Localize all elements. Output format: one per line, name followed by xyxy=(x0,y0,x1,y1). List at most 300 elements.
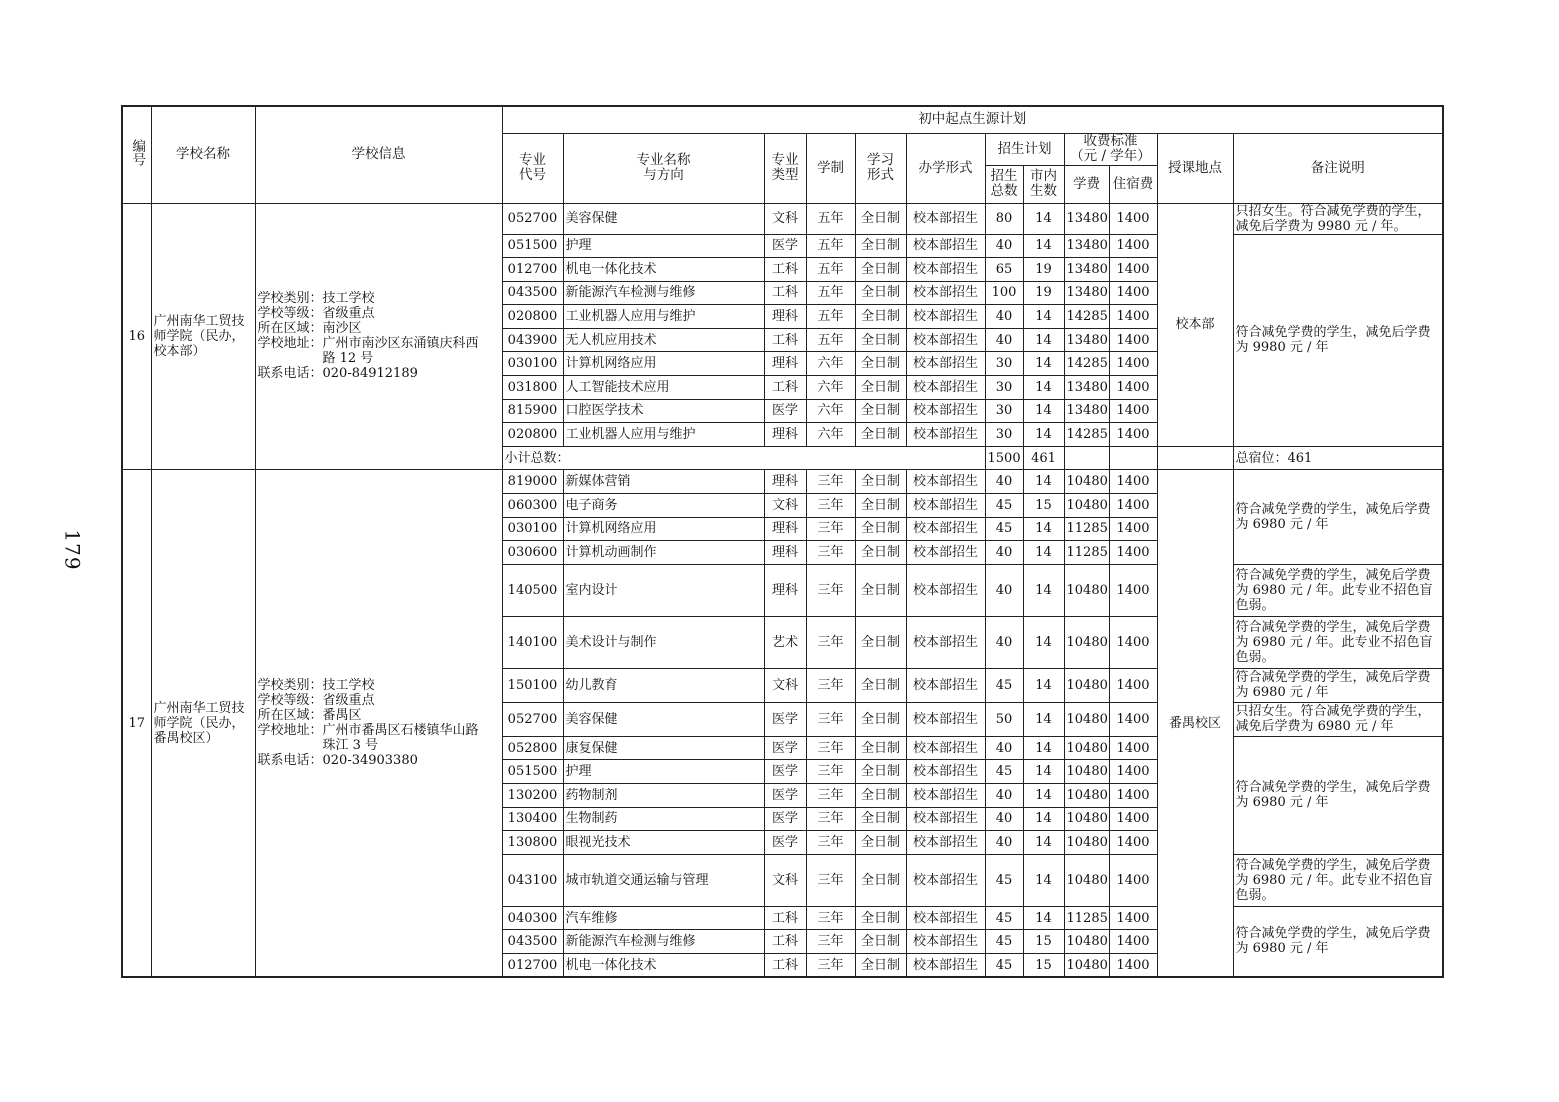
study-form: 全日制 xyxy=(855,953,906,977)
duration: 三年 xyxy=(806,854,855,906)
tuition: 10480 xyxy=(1064,831,1109,855)
enroll-total: 40 xyxy=(985,784,1023,808)
study-form: 全日制 xyxy=(855,234,906,258)
header-study-form: 学习 形式 xyxy=(855,133,906,203)
school-form: 校本部招生 xyxy=(906,854,985,906)
header-tuition: 学费 xyxy=(1064,165,1109,203)
duration: 五年 xyxy=(806,258,855,282)
study-form: 全日制 xyxy=(855,399,906,423)
tuition: 13480 xyxy=(1064,258,1109,282)
major-type: 理科 xyxy=(764,305,806,329)
remark: 只招女生。符合减免学费的学生，减免后学费为 6980 元 / 年 xyxy=(1233,702,1443,736)
major-type: 理科 xyxy=(764,517,806,541)
tuition: 14285 xyxy=(1064,305,1109,329)
major-name: 机电一体化技术 xyxy=(563,953,764,977)
enroll-local: 14 xyxy=(1023,423,1064,447)
study-form: 全日制 xyxy=(855,702,906,736)
major-name: 护理 xyxy=(563,760,764,784)
school-info: 学校类别：技工学校 学校等级：省级重点 所在区域：南沙区 学校地址：广州市南沙区东涌镇庆科西 路 12 号 联系电话：020-84912189 xyxy=(255,203,502,470)
dorm-fee: 1400 xyxy=(1109,668,1157,702)
school-form: 校本部招生 xyxy=(906,399,985,423)
study-form: 全日制 xyxy=(855,854,906,906)
school-form: 校本部招生 xyxy=(906,281,985,305)
tuition: 13480 xyxy=(1064,376,1109,400)
dorm-fee: 1400 xyxy=(1109,736,1157,760)
header-major-name: 专业名称 与方向 xyxy=(563,133,764,203)
subtotal-location xyxy=(1157,446,1233,470)
major-type: 艺术 xyxy=(764,616,806,668)
school-form: 校本部招生 xyxy=(906,470,985,494)
duration: 五年 xyxy=(806,203,855,234)
tuition: 10480 xyxy=(1064,760,1109,784)
enroll-local: 14 xyxy=(1023,541,1064,565)
duration: 三年 xyxy=(806,517,855,541)
study-form: 全日制 xyxy=(855,517,906,541)
subtotal-enroll-total: 1500 xyxy=(985,446,1023,470)
enroll-total: 30 xyxy=(985,399,1023,423)
major-name: 美术设计与制作 xyxy=(563,616,764,668)
duration: 三年 xyxy=(806,564,855,616)
duration: 三年 xyxy=(806,668,855,702)
major-code: 130400 xyxy=(502,807,563,831)
major-type: 医学 xyxy=(764,399,806,423)
enroll-total: 40 xyxy=(985,541,1023,565)
dorm-fee: 1400 xyxy=(1109,760,1157,784)
school-form: 校本部招生 xyxy=(906,352,985,376)
school-form: 校本部招生 xyxy=(906,807,985,831)
major-type: 工科 xyxy=(764,953,806,977)
major-type: 工科 xyxy=(764,906,806,930)
enroll-total: 45 xyxy=(985,760,1023,784)
major-type: 工科 xyxy=(764,930,806,954)
subtotal-tuition xyxy=(1064,446,1109,470)
major-type: 工科 xyxy=(764,281,806,305)
major-name: 城市轨道交通运输与管理 xyxy=(563,854,764,906)
table-body xyxy=(122,203,1443,977)
school-form: 校本部招生 xyxy=(906,564,985,616)
major-code: 140100 xyxy=(502,616,563,668)
major-name: 室内设计 xyxy=(563,564,764,616)
header-enroll-total: 招生 总数 xyxy=(985,165,1023,203)
dorm-fee: 1400 xyxy=(1109,258,1157,282)
table-row xyxy=(122,470,1443,494)
study-form: 全日制 xyxy=(855,541,906,565)
major-code: 150100 xyxy=(502,668,563,702)
major-type: 理科 xyxy=(764,470,806,494)
major-code: 130200 xyxy=(502,784,563,808)
enroll-total: 45 xyxy=(985,930,1023,954)
enroll-local: 14 xyxy=(1023,702,1064,736)
duration: 三年 xyxy=(806,702,855,736)
school-form: 校本部招生 xyxy=(906,517,985,541)
dorm-fee: 1400 xyxy=(1109,305,1157,329)
major-code: 031800 xyxy=(502,376,563,400)
duration: 六年 xyxy=(806,376,855,400)
study-form: 全日制 xyxy=(855,564,906,616)
major-name: 生物制药 xyxy=(563,807,764,831)
major-type: 理科 xyxy=(764,352,806,376)
enroll-total: 40 xyxy=(985,234,1023,258)
tuition: 13480 xyxy=(1064,203,1109,234)
dorm-fee: 1400 xyxy=(1109,854,1157,906)
duration: 六年 xyxy=(806,423,855,447)
major-name: 药物制剂 xyxy=(563,784,764,808)
enroll-total: 45 xyxy=(985,517,1023,541)
study-form: 全日制 xyxy=(855,784,906,808)
duration: 三年 xyxy=(806,616,855,668)
dorm-fee: 1400 xyxy=(1109,281,1157,305)
enroll-local: 14 xyxy=(1023,399,1064,423)
school-form: 校本部招生 xyxy=(906,668,985,702)
duration: 五年 xyxy=(806,234,855,258)
major-code: 040300 xyxy=(502,906,563,930)
study-form: 全日制 xyxy=(855,328,906,352)
enroll-total: 45 xyxy=(985,668,1023,702)
major-name: 计算机网络应用 xyxy=(563,352,764,376)
tuition: 14285 xyxy=(1064,352,1109,376)
tuition: 10480 xyxy=(1064,854,1109,906)
enroll-total: 40 xyxy=(985,831,1023,855)
major-name: 汽车维修 xyxy=(563,906,764,930)
tuition: 10480 xyxy=(1064,807,1109,831)
major-type: 理科 xyxy=(764,423,806,447)
header-location: 授课地点 xyxy=(1157,133,1233,203)
enroll-local: 14 xyxy=(1023,352,1064,376)
major-type: 医学 xyxy=(764,807,806,831)
duration: 三年 xyxy=(806,906,855,930)
enroll-local: 19 xyxy=(1023,281,1064,305)
enroll-local: 14 xyxy=(1023,668,1064,702)
study-form: 全日制 xyxy=(855,281,906,305)
major-code: 043100 xyxy=(502,854,563,906)
tuition: 10480 xyxy=(1064,564,1109,616)
remark: 只招女生。符合减免学费的学生，减免后学费为 9980 元 / 年。 xyxy=(1233,203,1443,234)
tuition: 10480 xyxy=(1064,470,1109,494)
enroll-local: 15 xyxy=(1023,930,1064,954)
school-form: 校本部招生 xyxy=(906,736,985,760)
major-type: 医学 xyxy=(764,702,806,736)
teaching-location: 番禺校区 xyxy=(1157,470,1233,977)
header-school-form: 办学形式 xyxy=(906,133,985,203)
enroll-total: 30 xyxy=(985,376,1023,400)
enroll-total: 40 xyxy=(985,564,1023,616)
enroll-local: 14 xyxy=(1023,305,1064,329)
enroll-total: 30 xyxy=(985,423,1023,447)
enroll-local: 14 xyxy=(1023,807,1064,831)
major-name: 新媒体营销 xyxy=(563,470,764,494)
major-name: 美容保健 xyxy=(563,203,764,234)
school-form: 校本部招生 xyxy=(906,234,985,258)
enroll-total: 40 xyxy=(985,736,1023,760)
tuition: 13480 xyxy=(1064,281,1109,305)
duration: 三年 xyxy=(806,831,855,855)
enroll-local: 14 xyxy=(1023,760,1064,784)
subtotal-remark: 总宿位：461 xyxy=(1233,446,1443,470)
enroll-local: 14 xyxy=(1023,234,1064,258)
major-name: 工业机器人应用与维护 xyxy=(563,423,764,447)
enroll-total: 65 xyxy=(985,258,1023,282)
tuition: 10480 xyxy=(1064,494,1109,518)
study-form: 全日制 xyxy=(855,352,906,376)
study-form: 全日制 xyxy=(855,305,906,329)
study-form: 全日制 xyxy=(855,203,906,234)
dorm-fee: 1400 xyxy=(1109,953,1157,977)
dorm-fee: 1400 xyxy=(1109,470,1157,494)
dorm-fee: 1400 xyxy=(1109,702,1157,736)
major-name: 康复保健 xyxy=(563,736,764,760)
major-code: 130800 xyxy=(502,831,563,855)
major-type: 医学 xyxy=(764,784,806,808)
remark: 符合减免学费的学生，减免后学费为 6980 元 / 年 xyxy=(1233,470,1443,564)
major-name: 口腔医学技术 xyxy=(563,399,764,423)
school-form: 校本部招生 xyxy=(906,616,985,668)
tuition: 11285 xyxy=(1064,906,1109,930)
enroll-local: 14 xyxy=(1023,203,1064,234)
dorm-fee: 1400 xyxy=(1109,376,1157,400)
school-form: 校本部招生 xyxy=(906,906,985,930)
tuition: 13480 xyxy=(1064,399,1109,423)
enroll-local: 14 xyxy=(1023,784,1064,808)
enroll-local: 14 xyxy=(1023,328,1064,352)
tuition: 10480 xyxy=(1064,616,1109,668)
school-form: 校本部招生 xyxy=(906,760,985,784)
duration: 六年 xyxy=(806,352,855,376)
school-form: 校本部招生 xyxy=(906,541,985,565)
school-no: 16 xyxy=(122,203,151,470)
school-info: 学校类别：技工学校 学校等级：省级重点 所在区域：番禺区 学校地址：广州市番禺区石楼镇华山路 珠江 3 号 联系电话：020-34903380 xyxy=(255,470,502,977)
study-form: 全日制 xyxy=(855,470,906,494)
study-form: 全日制 xyxy=(855,616,906,668)
study-form: 全日制 xyxy=(855,906,906,930)
enroll-local: 14 xyxy=(1023,854,1064,906)
major-name: 计算机动画制作 xyxy=(563,541,764,565)
enroll-total: 40 xyxy=(985,470,1023,494)
dorm-fee: 1400 xyxy=(1109,423,1157,447)
enroll-local: 19 xyxy=(1023,258,1064,282)
enroll-local: 14 xyxy=(1023,736,1064,760)
major-type: 理科 xyxy=(764,564,806,616)
school-form: 校本部招生 xyxy=(906,702,985,736)
tuition: 11285 xyxy=(1064,541,1109,565)
teaching-location: 校本部 xyxy=(1157,203,1233,446)
major-code: 815900 xyxy=(502,399,563,423)
major-code: 020800 xyxy=(502,305,563,329)
study-form: 全日制 xyxy=(855,831,906,855)
tuition: 10480 xyxy=(1064,953,1109,977)
enroll-local: 14 xyxy=(1023,376,1064,400)
major-code: 140500 xyxy=(502,564,563,616)
major-type: 工科 xyxy=(764,328,806,352)
duration: 五年 xyxy=(806,328,855,352)
major-type: 工科 xyxy=(764,376,806,400)
enroll-total: 45 xyxy=(985,854,1023,906)
duration: 三年 xyxy=(806,470,855,494)
dorm-fee: 1400 xyxy=(1109,203,1157,234)
school-form: 校本部招生 xyxy=(906,305,985,329)
enroll-local: 15 xyxy=(1023,953,1064,977)
major-code: 043500 xyxy=(502,281,563,305)
school-no: 17 xyxy=(122,470,151,977)
major-code: 051500 xyxy=(502,760,563,784)
duration: 三年 xyxy=(806,736,855,760)
duration: 三年 xyxy=(806,784,855,808)
dorm-fee: 1400 xyxy=(1109,831,1157,855)
subtotal-enroll-local: 461 xyxy=(1023,446,1064,470)
enrollment-table xyxy=(121,105,1444,978)
major-code: 043500 xyxy=(502,930,563,954)
duration: 六年 xyxy=(806,399,855,423)
tuition: 14285 xyxy=(1064,423,1109,447)
enroll-total: 100 xyxy=(985,281,1023,305)
enroll-local: 14 xyxy=(1023,470,1064,494)
dorm-fee: 1400 xyxy=(1109,616,1157,668)
enroll-local: 14 xyxy=(1023,616,1064,668)
study-form: 全日制 xyxy=(855,930,906,954)
major-name: 幼儿教育 xyxy=(563,668,764,702)
school-form: 校本部招生 xyxy=(906,328,985,352)
major-name: 机电一体化技术 xyxy=(563,258,764,282)
study-form: 全日制 xyxy=(855,807,906,831)
duration: 五年 xyxy=(806,281,855,305)
table-header xyxy=(122,106,1443,203)
major-type: 医学 xyxy=(764,831,806,855)
dorm-fee: 1400 xyxy=(1109,564,1157,616)
major-code: 012700 xyxy=(502,258,563,282)
enroll-local: 15 xyxy=(1023,494,1064,518)
school-form: 校本部招生 xyxy=(906,258,985,282)
major-code: 819000 xyxy=(502,470,563,494)
major-type: 理科 xyxy=(764,541,806,565)
duration: 三年 xyxy=(806,953,855,977)
major-code: 030100 xyxy=(502,517,563,541)
dorm-fee: 1400 xyxy=(1109,352,1157,376)
major-code: 012700 xyxy=(502,953,563,977)
tuition: 10480 xyxy=(1064,668,1109,702)
school-form: 校本部招生 xyxy=(906,494,985,518)
major-code: 043900 xyxy=(502,328,563,352)
school-form: 校本部招生 xyxy=(906,784,985,808)
major-type: 工科 xyxy=(764,258,806,282)
tuition: 11285 xyxy=(1064,517,1109,541)
header-enroll-local: 市内 生数 xyxy=(1023,165,1064,203)
remark: 符合减免学费的学生，减免后学费为 6980 元 / 年。此专业不招色盲色弱。 xyxy=(1233,854,1443,906)
enroll-total: 40 xyxy=(985,616,1023,668)
header-fee-standard: 收费标准 （元 / 学年） xyxy=(1064,133,1157,165)
study-form: 全日制 xyxy=(855,258,906,282)
remark: 符合减免学费的学生，减免后学费为 6980 元 / 年。此专业不招色盲色弱。 xyxy=(1233,564,1443,616)
header-plan-title: 初中起点生源计划 xyxy=(502,106,1443,133)
major-name: 眼视光技术 xyxy=(563,831,764,855)
school-form: 校本部招生 xyxy=(906,203,985,234)
major-type: 医学 xyxy=(764,760,806,784)
major-name: 计算机网络应用 xyxy=(563,517,764,541)
enroll-total: 30 xyxy=(985,352,1023,376)
major-code: 020800 xyxy=(502,423,563,447)
enroll-total: 45 xyxy=(985,953,1023,977)
enroll-total: 45 xyxy=(985,494,1023,518)
duration: 三年 xyxy=(806,541,855,565)
major-code: 030600 xyxy=(502,541,563,565)
dorm-fee: 1400 xyxy=(1109,930,1157,954)
school-form: 校本部招生 xyxy=(906,831,985,855)
remark: 符合减免学费的学生，减免后学费为 9980 元 / 年 xyxy=(1233,234,1443,446)
enroll-total: 45 xyxy=(985,906,1023,930)
school-form: 校本部招生 xyxy=(906,930,985,954)
tuition: 10480 xyxy=(1064,930,1109,954)
page-number: 179 xyxy=(60,529,85,571)
header-school-info: 学校信息 xyxy=(255,106,502,203)
enroll-total: 40 xyxy=(985,807,1023,831)
subtotal-dorm-fee xyxy=(1109,446,1157,470)
major-type: 文科 xyxy=(764,668,806,702)
school-form: 校本部招生 xyxy=(906,376,985,400)
major-name: 美容保健 xyxy=(563,702,764,736)
dorm-fee: 1400 xyxy=(1109,399,1157,423)
header-duration: 学制 xyxy=(806,133,855,203)
tuition: 10480 xyxy=(1064,702,1109,736)
header-major-code: 专业 代号 xyxy=(502,133,563,203)
major-type: 医学 xyxy=(764,234,806,258)
major-code: 060300 xyxy=(502,494,563,518)
major-name: 护理 xyxy=(563,234,764,258)
major-code: 030100 xyxy=(502,352,563,376)
header-remarks: 备注说明 xyxy=(1233,133,1443,203)
enroll-local: 14 xyxy=(1023,831,1064,855)
header-dorm-fee: 住宿费 xyxy=(1109,165,1157,203)
school-name: 广州南华工贸技师学院（民办，番禺校区） xyxy=(151,470,255,977)
major-name: 无人机应用技术 xyxy=(563,328,764,352)
study-form: 全日制 xyxy=(855,494,906,518)
study-form: 全日制 xyxy=(855,760,906,784)
dorm-fee: 1400 xyxy=(1109,906,1157,930)
remark: 符合减免学费的学生，减免后学费为 6980 元 / 年 xyxy=(1233,906,1443,977)
header-major-type: 专业 类型 xyxy=(764,133,806,203)
remark: 符合减免学费的学生，减免后学费为 6980 元 / 年。此专业不招色盲色弱。 xyxy=(1233,616,1443,668)
tuition: 10480 xyxy=(1064,784,1109,808)
enroll-local: 14 xyxy=(1023,906,1064,930)
duration: 三年 xyxy=(806,807,855,831)
tuition: 13480 xyxy=(1064,328,1109,352)
enroll-local: 14 xyxy=(1023,564,1064,616)
dorm-fee: 1400 xyxy=(1109,807,1157,831)
major-name: 电子商务 xyxy=(563,494,764,518)
enroll-total: 40 xyxy=(985,305,1023,329)
tuition: 13480 xyxy=(1064,234,1109,258)
duration: 三年 xyxy=(806,494,855,518)
major-name: 新能源汽车检测与维修 xyxy=(563,281,764,305)
study-form: 全日制 xyxy=(855,736,906,760)
major-name: 工业机器人应用与维护 xyxy=(563,305,764,329)
enroll-total: 40 xyxy=(985,328,1023,352)
enroll-total: 80 xyxy=(985,203,1023,234)
major-code: 052700 xyxy=(502,203,563,234)
remark: 符合减免学费的学生，减免后学费为 6980 元 / 年 xyxy=(1233,668,1443,702)
major-name: 新能源汽车检测与维修 xyxy=(563,930,764,954)
major-name: 人工智能技术应用 xyxy=(563,376,764,400)
school-name: 广州南华工贸技师学院（民办，校本部） xyxy=(151,203,255,470)
dorm-fee: 1400 xyxy=(1109,541,1157,565)
table-row xyxy=(122,203,1443,234)
enroll-local: 14 xyxy=(1023,517,1064,541)
major-type: 医学 xyxy=(764,736,806,760)
dorm-fee: 1400 xyxy=(1109,784,1157,808)
major-type: 文科 xyxy=(764,203,806,234)
dorm-fee: 1400 xyxy=(1109,517,1157,541)
dorm-fee: 1400 xyxy=(1109,328,1157,352)
school-form: 校本部招生 xyxy=(906,953,985,977)
duration: 三年 xyxy=(806,930,855,954)
major-code: 052700 xyxy=(502,702,563,736)
